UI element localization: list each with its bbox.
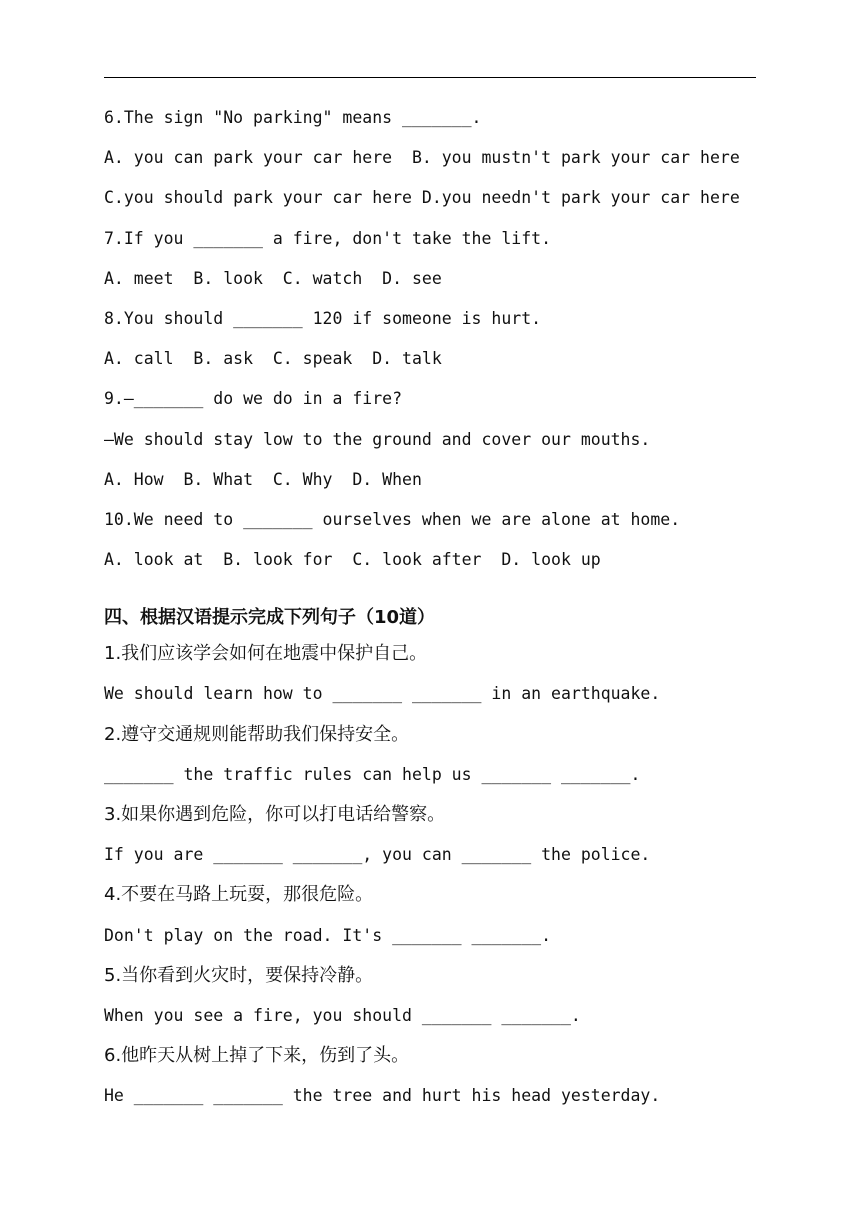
question-stem: 8.You should _______ 120 if someone is hurt. [104, 308, 542, 328]
chinese-prompt: 1.我们应该学会如何在地震中保护自己。 [104, 643, 428, 665]
question-6 [104, 100, 764, 221]
english-sentence: If you are _______ _______, you can _______ the police. [104, 845, 651, 865]
question-options: A. meet B. look C. watch D. see [104, 268, 442, 288]
translation-item-1 [104, 636, 764, 716]
english-sentence: _______ the traffic rules can help us _______ _______. [104, 764, 641, 784]
chinese-prompt: 6.他昨天从树上掉了下来，伤到了头。 [104, 1045, 410, 1067]
translation-item-6 [104, 1038, 764, 1118]
question-options: C.you should park your car here D.you needn't park your car here [104, 188, 740, 208]
english-sentence: We should learn how to _______ _______ in an earthquake. [104, 684, 661, 704]
chinese-prompt: 3.如果你遇到危险，你可以打电话给警察。 [104, 804, 446, 825]
question-7 [104, 221, 764, 301]
worksheet-content [104, 100, 764, 1119]
question-8 [104, 301, 764, 381]
translation-item-4 [104, 877, 764, 957]
section-heading: 四、根据汉语提示完成下列句子（10道） [104, 607, 436, 629]
english-sentence: When you see a fire, you should _______ _______. [104, 1005, 581, 1025]
question-9 [104, 381, 764, 502]
question-stem: 6.The sign "No parking" means _______. [104, 108, 482, 127]
chinese-prompt: 2.遵守交通规则能帮助我们保持安全。 [104, 723, 410, 745]
question-options: A. How B. What C. Why D. When [104, 469, 422, 489]
question-options: A. call B. ask C. speak D. talk [104, 349, 442, 369]
question-options: A. you can park your car here B. you mustn't park your car here [104, 148, 740, 168]
question-stem: 10.We need to _______ ourselves when we are alone at home. [104, 509, 681, 529]
question-10 [104, 502, 764, 582]
dialogue-answer: —We should stay low to the ground and cover our mouths. [104, 429, 651, 449]
translation-item-2 [104, 717, 764, 797]
header-rule [104, 77, 756, 78]
chinese-prompt: 4.不要在马路上玩耍，那很危险。 [104, 884, 374, 906]
translation-item-5 [104, 958, 764, 1038]
translation-item-3 [104, 797, 764, 877]
english-sentence: He _______ _______ the tree and hurt his head yesterday. [104, 1086, 661, 1106]
question-options: A. look at B. look for C. look after D. look up [104, 550, 601, 570]
question-stem: 9.—_______ do we do in a fire? [104, 389, 403, 409]
chinese-prompt: 5.当你看到火灾时，要保持冷静。 [104, 964, 374, 986]
english-sentence: Don't play on the road. It's _______ _______. [104, 925, 552, 945]
question-stem: 7.If you _______ a fire, don't take the lift. [104, 228, 552, 248]
